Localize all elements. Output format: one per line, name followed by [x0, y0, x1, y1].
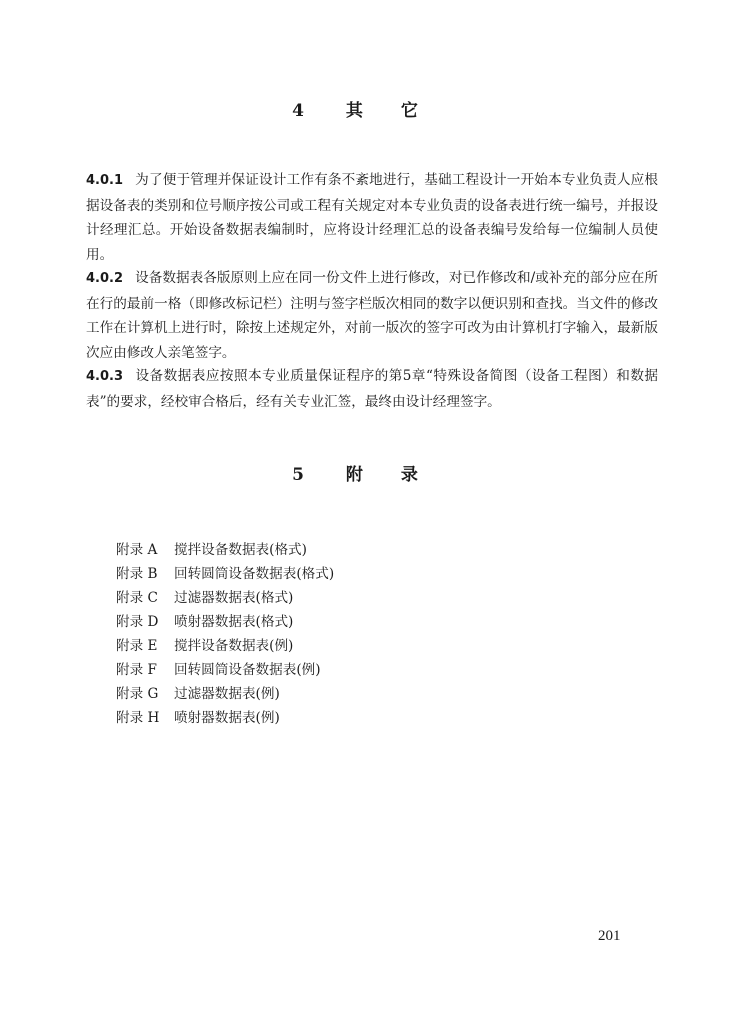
- clause-text: 设备数据表应按照本专业质量保证程序的第5章“特殊设备简图（设备工程图）和数据表”的要求，经校审合格后，经有关专业汇签，最终由设计经理签字。: [86, 368, 658, 410]
- page-number: 201: [598, 928, 621, 944]
- clause-4-0-3: [86, 364, 658, 414]
- appendix-list: [116, 538, 334, 730]
- appendix-title: 喷射器数据表(例): [174, 710, 280, 726]
- appendix-item-a: [116, 538, 334, 562]
- section-5-number: 5: [292, 465, 306, 485]
- appendix-title: 回转圆筒设备数据表(格式): [174, 566, 335, 582]
- clause-number: 4.0.2: [86, 271, 124, 286]
- appendix-title: 搅拌设备数据表(格式): [174, 542, 307, 558]
- appendix-title: 搅拌设备数据表(例): [174, 638, 294, 654]
- clause-text: 设备数据表各版原则上应在同一份文件上进行修改，对已作修改和/或补充的部分应在所在行的最前一格（即修改标记栏）注明与签字栏版次相同的数字以便识别和查找。当文件的修改工作在计算机上进行时，除按上述规定外，对前一版次的签字可改为由计算机打字输入，最新版次应由修改人亲笔签字。: [86, 270, 658, 361]
- section-4-heading: [0, 96, 730, 121]
- appendix-title: 过滤器数据表(格式): [174, 590, 294, 606]
- appendix-item-c: [116, 586, 334, 610]
- section-5-title-char-1: 附: [345, 465, 365, 485]
- section-5-heading: [0, 460, 730, 485]
- appendix-label: 附录 F: [116, 662, 157, 678]
- appendix-label: 附录 A: [116, 542, 158, 558]
- section-4-number: 4: [292, 101, 306, 121]
- appendix-label: 附录 G: [116, 686, 159, 702]
- appendix-label: 附录 D: [116, 614, 159, 630]
- section-5-title-char-2: 录: [400, 465, 420, 485]
- clause-number: 4.0.1: [86, 173, 124, 188]
- appendix-item-f: [116, 658, 334, 682]
- appendix-label: 附录 E: [116, 638, 158, 654]
- clause-4-0-2: [86, 266, 658, 365]
- appendix-label: 附录 H: [116, 710, 160, 726]
- section-4-title-char-2: 它: [400, 101, 420, 121]
- clause-4-0-1: [86, 168, 658, 267]
- section-4-title-char-1: 其: [345, 101, 365, 121]
- clause-number: 4.0.3: [86, 369, 124, 384]
- appendix-item-e: [116, 634, 334, 658]
- appendix-item-d: [116, 610, 334, 634]
- appendix-item-g: [116, 682, 334, 706]
- appendix-title: 喷射器数据表(格式): [174, 614, 294, 630]
- appendix-item-h: [116, 706, 334, 730]
- appendix-label: 附录 C: [116, 590, 158, 606]
- appendix-title: 过滤器数据表(例): [174, 686, 280, 702]
- appendix-item-b: [116, 562, 334, 586]
- appendix-label: 附录 B: [116, 566, 158, 582]
- clause-text: 为了便于管理并保证设计工作有条不紊地进行，基础工程设计一开始本专业负责人应根据设备表的类别和位号顺序按公司或工程有关规定对本专业负责的设备表进行统一编号，并报设计经理汇总。开始设备数据表编制时，应将设计经理汇总的设备表编号发给每一位编制人员使用。: [86, 172, 658, 263]
- appendix-title: 回转圆筒设备数据表(例): [174, 662, 321, 678]
